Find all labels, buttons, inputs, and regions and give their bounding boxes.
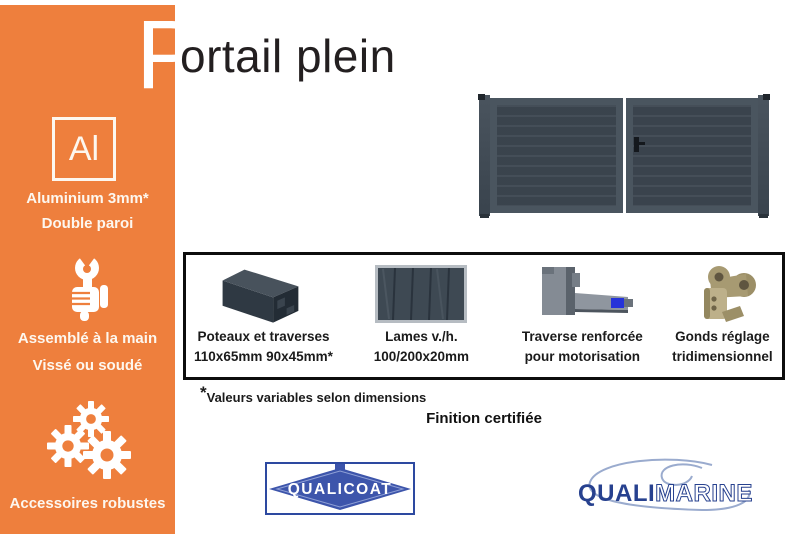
feature-gonds [663, 261, 782, 377]
footnote-text: Valeurs variables selon dimensions [206, 390, 427, 405]
al-symbol: Al [68, 129, 100, 168]
features-box [183, 252, 785, 380]
qualicoat-wordmark: QUALICOAT [287, 481, 393, 498]
feature-traverse [502, 261, 663, 377]
sidebar-material-line1: Aluminium 3mm* [26, 190, 149, 207]
footnote [200, 383, 426, 407]
feature-lames [341, 261, 502, 377]
feature-title: Gonds réglage [675, 329, 770, 344]
gears-icon [0, 401, 175, 485]
gate-product-image [479, 93, 769, 217]
svg-text:QUALIMARINE [578, 480, 753, 507]
hinge-image [686, 261, 758, 327]
qualimarine-logo [552, 458, 762, 518]
al-badge-icon [52, 117, 116, 181]
qualicoat-logo [265, 462, 415, 515]
sidebar-accessories-line: Accessoires robustes [9, 495, 166, 512]
hand-wrench-icon [0, 253, 175, 323]
motor-traverse-image [526, 261, 638, 327]
slats-panel-image [375, 261, 467, 327]
sidebar-assembly-line2: Vissé ou soudé [32, 357, 143, 374]
page-title-rest: ortail plein [180, 30, 396, 82]
sidebar-assembly-line1: Assemblé à la main [17, 330, 158, 347]
feature-title: Poteaux et traverses [197, 329, 330, 344]
gate-left-leaf [490, 98, 623, 213]
gate-left-post [479, 95, 490, 216]
qualimarine-wordmark-marine: MARINE [655, 480, 753, 507]
qualimarine-wordmark-quali: QUALI [578, 480, 656, 507]
feature-title: Lames v./h. [385, 329, 458, 344]
footnote-star: * [200, 383, 207, 402]
feature-title: Traverse renforcée [521, 329, 643, 344]
feature-subtitle: tridimensionnel [672, 348, 773, 364]
feature-subtitle: 100/200x20mm [373, 348, 470, 364]
sidebar-material-line2: Double paroi [41, 215, 134, 232]
certification-heading: Finition certifiée [426, 410, 542, 427]
aluminium-profile-image [213, 261, 313, 327]
gate-handle-icon [634, 137, 639, 152]
feature-poteaux [186, 261, 341, 377]
gate-right-leaf [626, 98, 759, 213]
feature-subtitle: pour motorisation [524, 348, 641, 364]
page-title-initial: P [136, 0, 199, 109]
gate-right-post [758, 95, 769, 216]
feature-subtitle: 110x65mm 90x45mm* [194, 348, 333, 364]
